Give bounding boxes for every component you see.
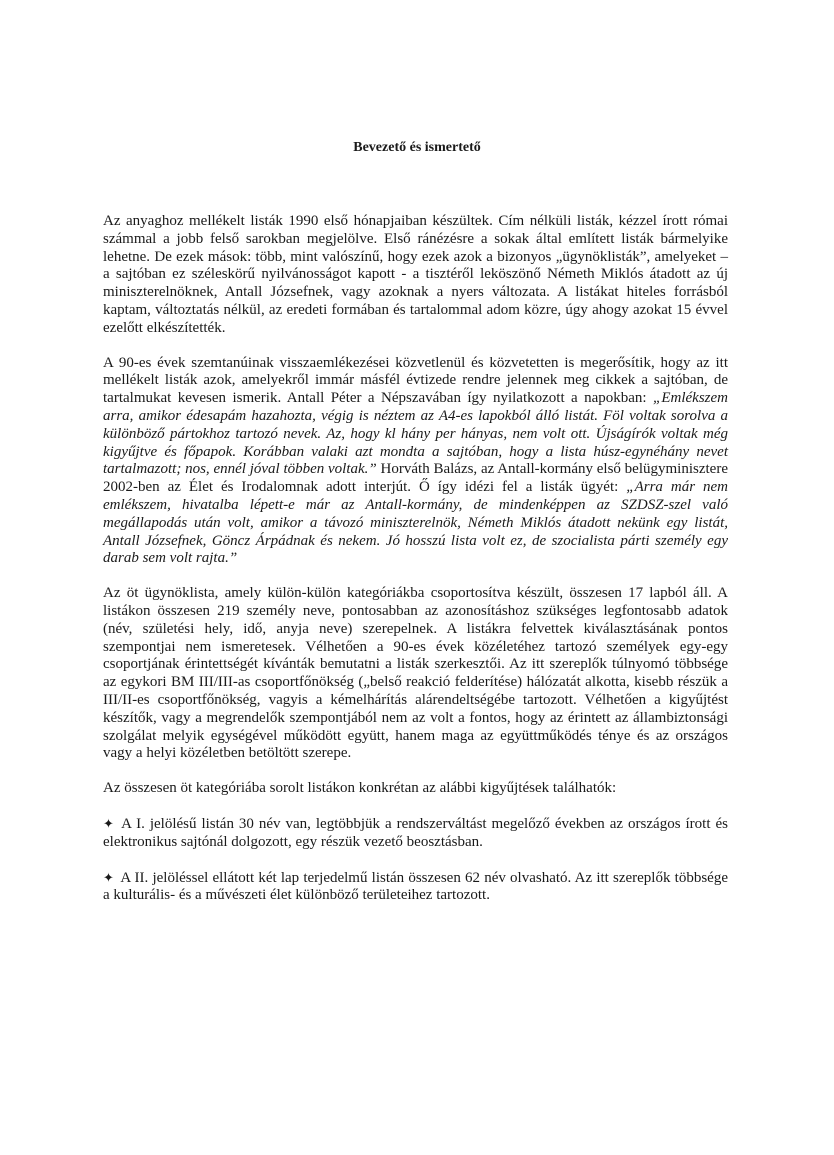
paragraph-testimonies-text-2: Horváth Balázs, az Antall-kormány első belügyminisztere 2002-ben az Élet és Irodalomnak adott interjút. Ő így idézi fel a listák ügyét: <box>103 461 728 496</box>
quote-antall-peter: „Emlékszem arra, amikor édesapám hazahozta, végig is néztem az A4-es lapokból álló listát. Föl voltak sorolva a különböző pártokhoz tartozó nevek. Az, hogy kl hány per hányas, nem volt ott. Újságírók voltak még kigyűjtve és főpapok. Korábban valaki azt mondta a sajtóban, hogy a lista húsz-egynéhány nevet tartalmazott; nos, ennél jóval többen voltak.” <box>103 390 728 478</box>
quote-horvath-balazs: „Arra már nem emlékszem, hivatalba lépett-e már az Antall-kormány, de mindenképpen az SZDSZ-szel való megállapodás után volt, amikor a távozó miniszterelnök, Németh Miklós átadott nekünk egy listát, Antall Józsefnek, Göncz Árpádnak és nekem. Jó hosszú lista volt ez, de szocialista párti személy egy darab sem volt rajta.” <box>103 479 728 567</box>
paragraph-categories-intro: Az összesen öt kategóriába sorolt listákon konkrétan az alábbi kigyűjtések találhatók: <box>103 780 617 797</box>
bullet-item-list-2 <box>103 869 728 906</box>
bullet-item-text: A I. jelölésű listán 30 név van, legtöbbjük a rendszerváltást megelőző években az országos írott és elektronikus sajtónál dolgozott, egy részük vezető beosztásban. <box>103 815 728 850</box>
bullet-item-text: A II. jelöléssel ellátott két lap terjedelmű listán összesen 62 név olvasható. Az itt szereplők többsége a kulturális- és a művészeti élet különböző területeihez tartozott. <box>103 869 728 904</box>
four-point-star-icon: ✦ <box>103 815 114 831</box>
paragraph-lists-overview: Az öt ügynöklista, amely külön-külön kategóriákba csoportosítva készült, összesen 17 lapból áll. A listákon összesen 219 személy neve, pontosabban az azonosításhoz szükséges legfontosabb adatok (név, születési hely, idő, anyja neve) szerepelnek. A listákra felvettek kiválasztásának pontos szempontjai nem ismeretesek. Vélhetően a 90-es évek közéletéhez tartozó személyek egy-egy csoportjának érintettségét kívánták bemutatni a listák szerkesztői. Az itt szereplők túlnyomó többsége az egykori BM III/III-as csoportfőnökség („belső reakció felderítése) hálózatát alkotta, kisebb részük a III/II-es csoportfőnökség, vagyis a kémelhárítás alárendeltségébe tartozott. Vélhetően a kigyűjtést készítők, vagy a megrendelők szempontjából nem az volt a fontos, hogy az érintett az állambiztonsági szolgálat melyik egységével működött együtt, hanem maga az együttműködés ténye és az országos vagy a helyi közéletben betöltött szerepe. <box>103 585 728 762</box>
four-point-star-icon: ✦ <box>103 869 114 885</box>
bullet-item-list-1 <box>103 815 728 852</box>
paragraph-testimonies <box>103 355 728 569</box>
paragraph-testimonies-text-1: A 90-es évek szemtanúinak visszaemlékezései közvetlenül és közvetetten is megerősítik, hogy az itt mellékelt listák azok, amelyekről immár másfél évtizede rendre jelennek meg cikkek a sajtóban, de tartalmukat kevesen ismerik. Antall Péter a Népszavában így nyilatkozott a napokban: <box>103 354 728 407</box>
document-title: Bevezető és ismertető <box>353 140 481 155</box>
paragraph-intro: Az anyaghoz mellékelt listák 1990 első hónapjaiban készültek. Cím nélküli listák, kézzel írott római számmal a jobb felső sarokban megjelölve. Első ránézésre a sokak által említett listák bármelyike lehetne. De ezek mások: több, mint valószínű, hogy ezek azok a bizonyos „ügynöklisták”, amelyeket – a sajtóban ez széleskörű nyilvánosságot kapott - a tisztéről leköszönő Németh Miklós átadott az új miniszterelnöknek, Antall Józsefnek, vagy azoknak a nyers változata. A listákat hiteles forrásból kaptam, változtatás nélkül, az eredeti formában és tartalommal adom közre, úgy ahogy azokat 15 évvel ezelőtt elkészítették. <box>103 213 728 336</box>
document-body <box>103 213 728 922</box>
